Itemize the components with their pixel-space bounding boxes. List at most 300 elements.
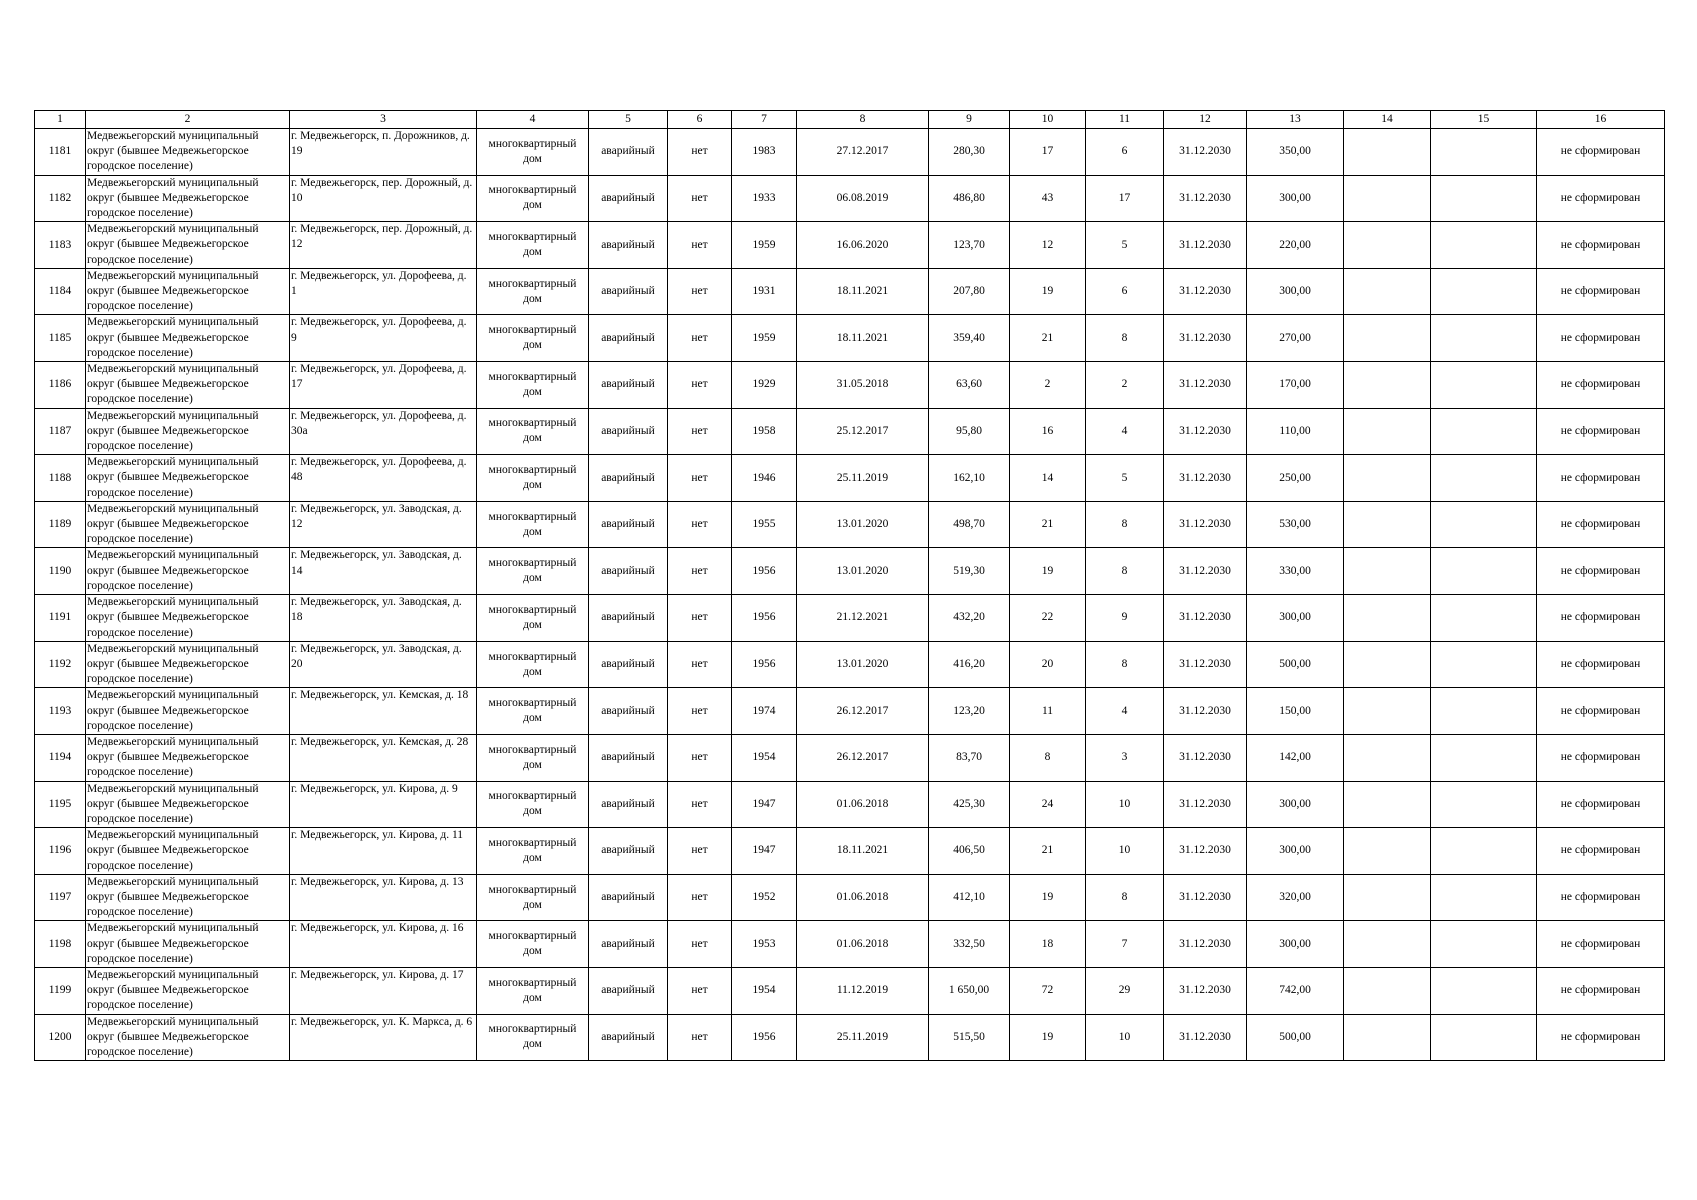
- house-type-cell: многоквартирный дом: [477, 268, 589, 315]
- recognition-date-cell: 25.12.2017: [797, 408, 929, 455]
- recognition-date-cell: 25.11.2019: [797, 1014, 929, 1061]
- table-row: [35, 967, 1665, 1014]
- address-cell: г. Медвежьегорск, ул. Дорофеева, д. 9: [290, 315, 477, 362]
- column-13-cell: 250,00: [1247, 455, 1344, 502]
- resettlement-deadline-cell: 31.12.2030: [1164, 688, 1247, 735]
- address-cell: г. Медвежьегорск, ул. Заводская, д. 20: [290, 641, 477, 688]
- address-cell: г. Медвежьегорск, ул. Кирова, д. 9: [290, 781, 477, 828]
- row-number-cell: 1186: [35, 362, 86, 409]
- table-row: [35, 1014, 1665, 1061]
- house-type-cell: многоквартирный дом: [477, 641, 589, 688]
- column-13-cell: 742,00: [1247, 967, 1344, 1014]
- table-row: [35, 595, 1665, 642]
- flag-cell: нет: [668, 175, 732, 222]
- year-built-cell: 1946: [732, 455, 797, 502]
- column-number: 14: [1344, 111, 1431, 129]
- municipality-cell: Медвежьегорский муниципальный округ (бывшее Медвежьегорское городское поселение): [86, 175, 290, 222]
- status-cell: аварийный: [589, 641, 668, 688]
- status-cell: аварийный: [589, 175, 668, 222]
- year-built-cell: 1959: [732, 315, 797, 362]
- status-cell: аварийный: [589, 967, 668, 1014]
- row-number-cell: 1184: [35, 268, 86, 315]
- municipality-cell: Медвежьегорский муниципальный округ (бывшее Медвежьегорское городское поселение): [86, 781, 290, 828]
- status-cell: аварийный: [589, 688, 668, 735]
- resettlement-deadline-cell: 31.12.2030: [1164, 967, 1247, 1014]
- house-type-cell: многоквартирный дом: [477, 362, 589, 409]
- status-cell: аварийный: [589, 408, 668, 455]
- column-15-cell: [1431, 641, 1537, 688]
- house-type-cell: многоквартирный дом: [477, 129, 589, 176]
- residents-count-cell: 19: [1010, 548, 1086, 595]
- status-cell: аварийный: [589, 921, 668, 968]
- row-number-cell: 1183: [35, 222, 86, 269]
- municipality-cell: Медвежьегорский муниципальный округ (бывшее Медвежьегорское городское поселение): [86, 408, 290, 455]
- column-14-cell: [1344, 874, 1431, 921]
- column-15-cell: [1431, 455, 1537, 502]
- resettlement-deadline-cell: 31.12.2030: [1164, 408, 1247, 455]
- house-type-cell: многоквартирный дом: [477, 828, 589, 875]
- column-14-cell: [1344, 129, 1431, 176]
- column-16-cell: не сформирован: [1537, 268, 1665, 315]
- status-cell: аварийный: [589, 268, 668, 315]
- status-cell: аварийный: [589, 548, 668, 595]
- status-cell: аварийный: [589, 595, 668, 642]
- status-cell: аварийный: [589, 874, 668, 921]
- column-14-cell: [1344, 268, 1431, 315]
- column-14-cell: [1344, 222, 1431, 269]
- table-row: [35, 455, 1665, 502]
- recognition-date-cell: 18.11.2021: [797, 315, 929, 362]
- flag-cell: нет: [668, 408, 732, 455]
- apartments-count-cell: 2: [1086, 362, 1164, 409]
- recognition-date-cell: 18.11.2021: [797, 268, 929, 315]
- area-cell: 486,80: [929, 175, 1010, 222]
- flag-cell: нет: [668, 828, 732, 875]
- apartments-count-cell: 17: [1086, 175, 1164, 222]
- status-cell: аварийный: [589, 501, 668, 548]
- residents-count-cell: 2: [1010, 362, 1086, 409]
- column-number-header: [35, 111, 1665, 129]
- area-cell: 515,50: [929, 1014, 1010, 1061]
- residents-count-cell: 21: [1010, 501, 1086, 548]
- resettlement-deadline-cell: 31.12.2030: [1164, 455, 1247, 502]
- flag-cell: нет: [668, 362, 732, 409]
- column-13-cell: 300,00: [1247, 175, 1344, 222]
- address-cell: г. Медвежьегорск, ул. Кемская, д. 28: [290, 734, 477, 781]
- column-number: 3: [290, 111, 477, 129]
- year-built-cell: 1931: [732, 268, 797, 315]
- column-number: 1: [35, 111, 86, 129]
- house-type-cell: многоквартирный дом: [477, 595, 589, 642]
- column-number: 12: [1164, 111, 1247, 129]
- year-built-cell: 1947: [732, 828, 797, 875]
- column-13-cell: 270,00: [1247, 315, 1344, 362]
- house-type-cell: многоквартирный дом: [477, 874, 589, 921]
- year-built-cell: 1955: [732, 501, 797, 548]
- house-type-cell: многоквартирный дом: [477, 1014, 589, 1061]
- row-number-cell: 1195: [35, 781, 86, 828]
- house-type-cell: многоквартирный дом: [477, 781, 589, 828]
- resettlement-deadline-cell: 31.12.2030: [1164, 781, 1247, 828]
- apartments-count-cell: 9: [1086, 595, 1164, 642]
- column-13-cell: 330,00: [1247, 548, 1344, 595]
- resettlement-deadline-cell: 31.12.2030: [1164, 921, 1247, 968]
- apartments-count-cell: 8: [1086, 315, 1164, 362]
- municipality-cell: Медвежьегорский муниципальный округ (бывшее Медвежьегорское городское поселение): [86, 268, 290, 315]
- column-15-cell: [1431, 734, 1537, 781]
- house-type-cell: многоквартирный дом: [477, 688, 589, 735]
- area-cell: 425,30: [929, 781, 1010, 828]
- resettlement-deadline-cell: 31.12.2030: [1164, 548, 1247, 595]
- row-number-cell: 1200: [35, 1014, 86, 1061]
- area-cell: 1 650,00: [929, 967, 1010, 1014]
- column-14-cell: [1344, 501, 1431, 548]
- column-13-cell: 300,00: [1247, 595, 1344, 642]
- area-cell: 162,10: [929, 455, 1010, 502]
- header-row: [35, 111, 1665, 129]
- residents-count-cell: 17: [1010, 129, 1086, 176]
- column-14-cell: [1344, 641, 1431, 688]
- apartments-count-cell: 5: [1086, 222, 1164, 269]
- column-15-cell: [1431, 268, 1537, 315]
- flag-cell: нет: [668, 455, 732, 502]
- municipality-cell: Медвежьегорский муниципальный округ (бывшее Медвежьегорское городское поселение): [86, 315, 290, 362]
- column-16-cell: не сформирован: [1537, 222, 1665, 269]
- flag-cell: нет: [668, 268, 732, 315]
- area-cell: 519,30: [929, 548, 1010, 595]
- municipality-cell: Медвежьегорский муниципальный округ (бывшее Медвежьегорское городское поселение): [86, 688, 290, 735]
- column-13-cell: 300,00: [1247, 921, 1344, 968]
- year-built-cell: 1956: [732, 641, 797, 688]
- column-number: 16: [1537, 111, 1665, 129]
- residents-count-cell: 72: [1010, 967, 1086, 1014]
- column-13-cell: 150,00: [1247, 688, 1344, 735]
- resettlement-deadline-cell: 31.12.2030: [1164, 175, 1247, 222]
- residents-count-cell: 16: [1010, 408, 1086, 455]
- column-16-cell: не сформирован: [1537, 408, 1665, 455]
- column-16-cell: не сформирован: [1537, 1014, 1665, 1061]
- address-cell: г. Медвежьегорск, ул. К. Маркса, д. 6: [290, 1014, 477, 1061]
- column-14-cell: [1344, 595, 1431, 642]
- municipality-cell: Медвежьегорский муниципальный округ (бывшее Медвежьегорское городское поселение): [86, 548, 290, 595]
- recognition-date-cell: 21.12.2021: [797, 595, 929, 642]
- apartments-count-cell: 6: [1086, 268, 1164, 315]
- column-13-cell: 300,00: [1247, 828, 1344, 875]
- address-cell: г. Медвежьегорск, ул. Кирова, д. 11: [290, 828, 477, 875]
- year-built-cell: 1954: [732, 967, 797, 1014]
- area-cell: 412,10: [929, 874, 1010, 921]
- area-cell: 406,50: [929, 828, 1010, 875]
- row-number-cell: 1192: [35, 641, 86, 688]
- residents-count-cell: 19: [1010, 268, 1086, 315]
- column-15-cell: [1431, 315, 1537, 362]
- column-16-cell: не сформирован: [1537, 175, 1665, 222]
- column-number: 7: [732, 111, 797, 129]
- municipality-cell: Медвежьегорский муниципальный округ (бывшее Медвежьегорское городское поселение): [86, 362, 290, 409]
- status-cell: аварийный: [589, 734, 668, 781]
- column-number: 2: [86, 111, 290, 129]
- address-cell: г. Медвежьегорск, ул. Заводская, д. 18: [290, 595, 477, 642]
- recognition-date-cell: 18.11.2021: [797, 828, 929, 875]
- column-14-cell: [1344, 455, 1431, 502]
- year-built-cell: 1947: [732, 781, 797, 828]
- resettlement-deadline-cell: 31.12.2030: [1164, 268, 1247, 315]
- address-cell: г. Медвежьегорск, ул. Заводская, д. 14: [290, 548, 477, 595]
- flag-cell: нет: [668, 734, 732, 781]
- municipality-cell: Медвежьегорский муниципальный округ (бывшее Медвежьегорское городское поселение): [86, 874, 290, 921]
- year-built-cell: 1958: [732, 408, 797, 455]
- column-15-cell: [1431, 222, 1537, 269]
- row-number-cell: 1199: [35, 967, 86, 1014]
- residents-count-cell: 22: [1010, 595, 1086, 642]
- column-16-cell: не сформирован: [1537, 501, 1665, 548]
- status-cell: аварийный: [589, 781, 668, 828]
- column-16-cell: не сформирован: [1537, 921, 1665, 968]
- recognition-date-cell: 26.12.2017: [797, 688, 929, 735]
- column-number: 5: [589, 111, 668, 129]
- table-row: [35, 175, 1665, 222]
- residents-count-cell: 24: [1010, 781, 1086, 828]
- apartments-count-cell: 6: [1086, 129, 1164, 176]
- column-14-cell: [1344, 734, 1431, 781]
- apartments-count-cell: 4: [1086, 688, 1164, 735]
- row-number-cell: 1194: [35, 734, 86, 781]
- resettlement-deadline-cell: 31.12.2030: [1164, 501, 1247, 548]
- column-13-cell: 142,00: [1247, 734, 1344, 781]
- column-14-cell: [1344, 548, 1431, 595]
- residents-count-cell: 43: [1010, 175, 1086, 222]
- table-body: [35, 129, 1665, 1061]
- table-row: [35, 641, 1665, 688]
- area-cell: 432,20: [929, 595, 1010, 642]
- residents-count-cell: 19: [1010, 874, 1086, 921]
- column-13-cell: 300,00: [1247, 781, 1344, 828]
- recognition-date-cell: 01.06.2018: [797, 874, 929, 921]
- status-cell: аварийный: [589, 828, 668, 875]
- recognition-date-cell: 01.06.2018: [797, 781, 929, 828]
- year-built-cell: 1954: [732, 734, 797, 781]
- recognition-date-cell: 31.05.2018: [797, 362, 929, 409]
- column-16-cell: не сформирован: [1537, 548, 1665, 595]
- flag-cell: нет: [668, 129, 732, 176]
- row-number-cell: 1191: [35, 595, 86, 642]
- status-cell: аварийный: [589, 222, 668, 269]
- residents-count-cell: 21: [1010, 828, 1086, 875]
- residents-count-cell: 19: [1010, 1014, 1086, 1061]
- address-cell: г. Медвежьегорск, пер. Дорожный, д. 12: [290, 222, 477, 269]
- resettlement-deadline-cell: 31.12.2030: [1164, 641, 1247, 688]
- row-number-cell: 1181: [35, 129, 86, 176]
- table-row: [35, 874, 1665, 921]
- housing-register-table: [34, 110, 1665, 1061]
- address-cell: г. Медвежьегорск, ул. Дорофеева, д. 48: [290, 455, 477, 502]
- year-built-cell: 1959: [732, 222, 797, 269]
- area-cell: 123,20: [929, 688, 1010, 735]
- resettlement-deadline-cell: 31.12.2030: [1164, 828, 1247, 875]
- municipality-cell: Медвежьегорский муниципальный округ (бывшее Медвежьегорское городское поселение): [86, 595, 290, 642]
- apartments-count-cell: 8: [1086, 548, 1164, 595]
- address-cell: г. Медвежьегорск, ул. Кирова, д. 13: [290, 874, 477, 921]
- row-number-cell: 1196: [35, 828, 86, 875]
- column-14-cell: [1344, 315, 1431, 362]
- municipality-cell: Медвежьегорский муниципальный округ (бывшее Медвежьегорское городское поселение): [86, 734, 290, 781]
- year-built-cell: 1929: [732, 362, 797, 409]
- column-15-cell: [1431, 1014, 1537, 1061]
- resettlement-deadline-cell: 31.12.2030: [1164, 595, 1247, 642]
- column-13-cell: 170,00: [1247, 362, 1344, 409]
- column-13-cell: 500,00: [1247, 641, 1344, 688]
- register-sheet: [34, 110, 1664, 1061]
- column-15-cell: [1431, 408, 1537, 455]
- column-14-cell: [1344, 921, 1431, 968]
- flag-cell: нет: [668, 874, 732, 921]
- area-cell: 207,80: [929, 268, 1010, 315]
- house-type-cell: многоквартирный дом: [477, 175, 589, 222]
- column-16-cell: не сформирован: [1537, 781, 1665, 828]
- flag-cell: нет: [668, 222, 732, 269]
- residents-count-cell: 20: [1010, 641, 1086, 688]
- column-16-cell: не сформирован: [1537, 362, 1665, 409]
- area-cell: 123,70: [929, 222, 1010, 269]
- column-15-cell: [1431, 548, 1537, 595]
- flag-cell: нет: [668, 548, 732, 595]
- residents-count-cell: 21: [1010, 315, 1086, 362]
- address-cell: г. Медвежьегорск, ул. Дорофеева, д. 30а: [290, 408, 477, 455]
- table-row: [35, 408, 1665, 455]
- row-number-cell: 1190: [35, 548, 86, 595]
- column-13-cell: 320,00: [1247, 874, 1344, 921]
- table-row: [35, 688, 1665, 735]
- address-cell: г. Медвежьегорск, ул. Кемская, д. 18: [290, 688, 477, 735]
- year-built-cell: 1933: [732, 175, 797, 222]
- column-number: 8: [797, 111, 929, 129]
- recognition-date-cell: 25.11.2019: [797, 455, 929, 502]
- year-built-cell: 1952: [732, 874, 797, 921]
- resettlement-deadline-cell: 31.12.2030: [1164, 315, 1247, 362]
- column-15-cell: [1431, 501, 1537, 548]
- municipality-cell: Медвежьегорский муниципальный округ (бывшее Медвежьегорское городское поселение): [86, 501, 290, 548]
- column-15-cell: [1431, 595, 1537, 642]
- row-number-cell: 1193: [35, 688, 86, 735]
- flag-cell: нет: [668, 967, 732, 1014]
- table-row: [35, 921, 1665, 968]
- residents-count-cell: 14: [1010, 455, 1086, 502]
- residents-count-cell: 12: [1010, 222, 1086, 269]
- column-16-cell: не сформирован: [1537, 595, 1665, 642]
- flag-cell: нет: [668, 641, 732, 688]
- column-14-cell: [1344, 408, 1431, 455]
- apartments-count-cell: 8: [1086, 641, 1164, 688]
- row-number-cell: 1182: [35, 175, 86, 222]
- municipality-cell: Медвежьегорский муниципальный округ (бывшее Медвежьегорское городское поселение): [86, 455, 290, 502]
- house-type-cell: многоквартирный дом: [477, 315, 589, 362]
- column-number: 13: [1247, 111, 1344, 129]
- apartments-count-cell: 10: [1086, 1014, 1164, 1061]
- house-type-cell: многоквартирный дом: [477, 548, 589, 595]
- house-type-cell: многоквартирный дом: [477, 501, 589, 548]
- column-14-cell: [1344, 362, 1431, 409]
- status-cell: аварийный: [589, 455, 668, 502]
- row-number-cell: 1185: [35, 315, 86, 362]
- recognition-date-cell: 13.01.2020: [797, 641, 929, 688]
- resettlement-deadline-cell: 31.12.2030: [1164, 222, 1247, 269]
- column-15-cell: [1431, 874, 1537, 921]
- column-13-cell: 530,00: [1247, 501, 1344, 548]
- municipality-cell: Медвежьегорский муниципальный округ (бывшее Медвежьегорское городское поселение): [86, 641, 290, 688]
- column-16-cell: не сформирован: [1537, 455, 1665, 502]
- area-cell: 332,50: [929, 921, 1010, 968]
- year-built-cell: 1953: [732, 921, 797, 968]
- column-15-cell: [1431, 688, 1537, 735]
- resettlement-deadline-cell: 31.12.2030: [1164, 362, 1247, 409]
- recognition-date-cell: 26.12.2017: [797, 734, 929, 781]
- column-14-cell: [1344, 967, 1431, 1014]
- column-16-cell: не сформирован: [1537, 641, 1665, 688]
- column-16-cell: не сформирован: [1537, 874, 1665, 921]
- apartments-count-cell: 3: [1086, 734, 1164, 781]
- table-row: [35, 222, 1665, 269]
- column-14-cell: [1344, 781, 1431, 828]
- column-14-cell: [1344, 828, 1431, 875]
- column-number: 6: [668, 111, 732, 129]
- flag-cell: нет: [668, 1014, 732, 1061]
- column-16-cell: не сформирован: [1537, 967, 1665, 1014]
- address-cell: г. Медвежьегорск, ул. Заводская, д. 12: [290, 501, 477, 548]
- recognition-date-cell: 01.06.2018: [797, 921, 929, 968]
- area-cell: 359,40: [929, 315, 1010, 362]
- year-built-cell: 1974: [732, 688, 797, 735]
- column-13-cell: 220,00: [1247, 222, 1344, 269]
- municipality-cell: Медвежьегорский муниципальный округ (бывшее Медвежьегорское городское поселение): [86, 828, 290, 875]
- recognition-date-cell: 13.01.2020: [797, 548, 929, 595]
- column-number: 9: [929, 111, 1010, 129]
- flag-cell: нет: [668, 781, 732, 828]
- column-16-cell: не сформирован: [1537, 828, 1665, 875]
- recognition-date-cell: 16.06.2020: [797, 222, 929, 269]
- address-cell: г. Медвежьегорск, ул. Кирова, д. 16: [290, 921, 477, 968]
- address-cell: г. Медвежьегорск, ул. Дорофеева, д. 1: [290, 268, 477, 315]
- year-built-cell: 1956: [732, 548, 797, 595]
- recognition-date-cell: 06.08.2019: [797, 175, 929, 222]
- house-type-cell: многоквартирный дом: [477, 455, 589, 502]
- apartments-count-cell: 10: [1086, 781, 1164, 828]
- apartments-count-cell: 29: [1086, 967, 1164, 1014]
- address-cell: г. Медвежьегорск, пер. Дорожный, д. 10: [290, 175, 477, 222]
- resettlement-deadline-cell: 31.12.2030: [1164, 874, 1247, 921]
- status-cell: аварийный: [589, 315, 668, 362]
- house-type-cell: многоквартирный дом: [477, 734, 589, 781]
- house-type-cell: многоквартирный дом: [477, 222, 589, 269]
- column-16-cell: не сформирован: [1537, 129, 1665, 176]
- recognition-date-cell: 11.12.2019: [797, 967, 929, 1014]
- recognition-date-cell: 27.12.2017: [797, 129, 929, 176]
- residents-count-cell: 11: [1010, 688, 1086, 735]
- column-13-cell: 110,00: [1247, 408, 1344, 455]
- year-built-cell: 1983: [732, 129, 797, 176]
- year-built-cell: 1956: [732, 1014, 797, 1061]
- column-16-cell: не сформирован: [1537, 734, 1665, 781]
- table-row: [35, 129, 1665, 176]
- municipality-cell: Медвежьегорский муниципальный округ (бывшее Медвежьегорское городское поселение): [86, 222, 290, 269]
- municipality-cell: Медвежьегорский муниципальный округ (бывшее Медвежьегорское городское поселение): [86, 1014, 290, 1061]
- resettlement-deadline-cell: 31.12.2030: [1164, 129, 1247, 176]
- apartments-count-cell: 8: [1086, 874, 1164, 921]
- row-number-cell: 1189: [35, 501, 86, 548]
- column-number: 10: [1010, 111, 1086, 129]
- column-13-cell: 500,00: [1247, 1014, 1344, 1061]
- resettlement-deadline-cell: 31.12.2030: [1164, 1014, 1247, 1061]
- column-14-cell: [1344, 175, 1431, 222]
